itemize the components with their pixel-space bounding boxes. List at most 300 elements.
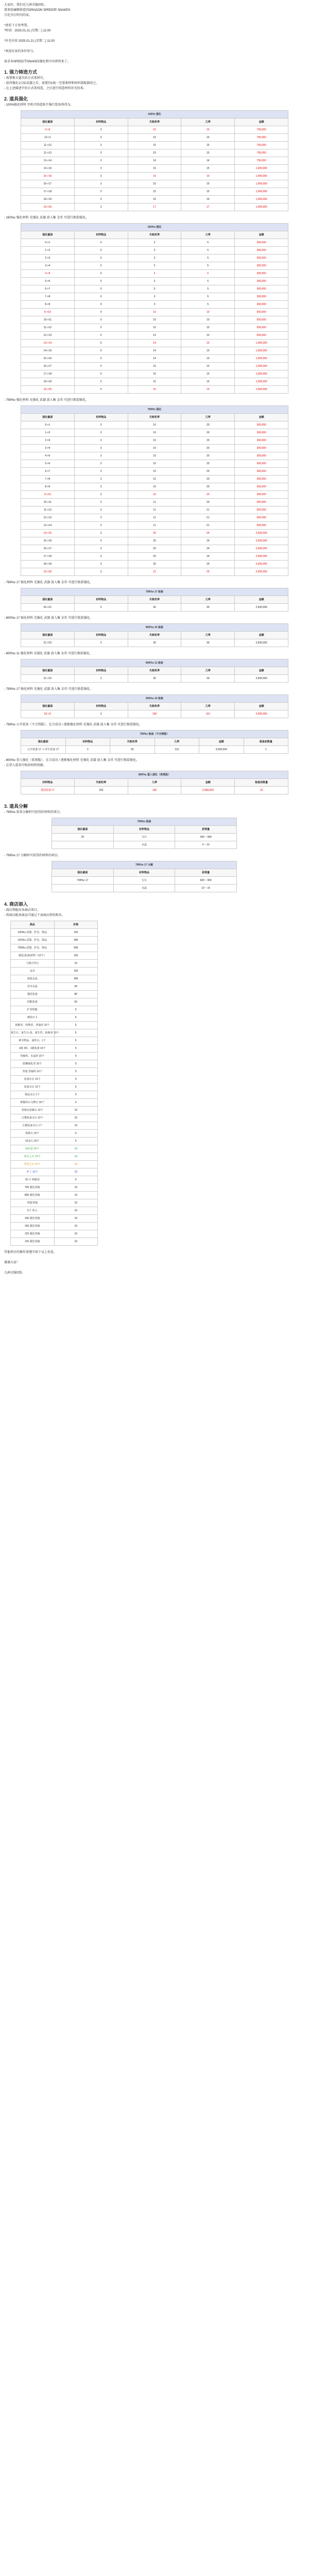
table-header: 失败机率 — [110, 738, 155, 746]
table-cell: 500,000 — [235, 522, 288, 530]
table-cell: 15 — [128, 134, 181, 142]
table-cell: 5 — [54, 1037, 98, 1045]
table-row — [11, 1138, 98, 1145]
table-cell: 15 — [181, 386, 235, 394]
table-reroll — [21, 771, 288, 794]
table-row — [21, 173, 288, 180]
table-cell: 24 — [181, 545, 235, 553]
table-cell: 11->12 — [21, 142, 75, 149]
table-row — [52, 841, 237, 849]
table-row — [21, 142, 288, 149]
table-cell: 10 — [54, 1145, 98, 1153]
text-line: - 799%x 17 强化材料 光强化 武器 放入集 金币 可进行换装强化。 — [4, 688, 93, 691]
table-row — [11, 983, 98, 991]
table-cell: 6->7 — [21, 468, 75, 476]
table-header: 材料物品 — [74, 632, 128, 639]
table-cell: 30 — [181, 604, 235, 612]
table-cell: 20 — [181, 483, 235, 491]
table-cell: 10 — [128, 316, 181, 324]
table-cell: 3 — [128, 301, 181, 309]
table-cell: 300,000 — [235, 429, 288, 437]
table-cell: 11->12 — [21, 324, 75, 332]
table-cell: 11->13 — [21, 149, 75, 157]
table-cell: 10 — [54, 1153, 98, 1161]
table-cell: 10 — [128, 309, 181, 316]
table-cell: 500,000 — [235, 506, 288, 514]
table-cell: 150 强化卷轴 — [11, 1223, 55, 1230]
table-cell: 2,500,000 — [235, 675, 288, 683]
table-header: 强化截面 — [52, 869, 114, 877]
table-cell: 3 — [74, 483, 128, 491]
text-line: - 在重入装备可收回材料资源。 — [4, 764, 46, 767]
table-cell: 5->6 — [21, 278, 75, 285]
table-cell: 1 — [244, 746, 288, 754]
table-row — [21, 301, 288, 309]
table-cell: 17 — [181, 204, 235, 211]
table-cell: 30 — [110, 746, 155, 754]
table-row — [21, 378, 288, 386]
table-cell: 补丁 10个 — [11, 1168, 55, 1176]
table-row — [21, 522, 288, 530]
text-line: 宗祀全打听的的家。 — [4, 14, 32, 17]
table-cell: 20 — [128, 530, 181, 537]
table-cell: 0 — [74, 270, 128, 278]
table-cell: 4->5 — [21, 270, 75, 278]
table-cell: 100 — [128, 787, 181, 794]
table-cell: 9->10 — [21, 309, 75, 316]
table-cell: 300,000 — [235, 421, 288, 429]
table-cell: 10 — [128, 421, 181, 429]
table-cell: 20 — [181, 452, 235, 460]
table-cell: 3->4 — [21, 445, 75, 452]
table-cell: 10 — [54, 1107, 98, 1114]
table-row — [21, 437, 288, 445]
table-cell: 3 — [128, 278, 181, 285]
table-cell: 3 — [74, 499, 128, 506]
table-cell: 2,500,000 — [235, 537, 288, 545]
table-cell: 2,500,000 — [235, 530, 288, 537]
table-header: 强化截面 — [21, 667, 75, 675]
table-cell: 20 — [181, 429, 235, 437]
table-row — [11, 1076, 98, 1083]
table-cell: 0 — [74, 278, 128, 285]
table-cell: 3 — [74, 530, 128, 537]
table-row — [21, 499, 288, 506]
text-line: 九洲全服团队 — [4, 1272, 23, 1275]
table-cell: 5 — [181, 301, 235, 309]
table-row — [21, 537, 288, 545]
table-row — [11, 1207, 98, 1215]
table-row — [21, 363, 288, 370]
table-cell: 300,000 — [235, 452, 288, 460]
table-cell: 500,000 — [235, 499, 288, 506]
table-header: 材料物品 — [21, 779, 75, 787]
table-header: 获得量 — [175, 826, 237, 834]
table-header: 价格 — [54, 921, 98, 929]
table-cell: 7->8 — [21, 293, 75, 301]
text-line: *补充内容 2025.01.21 (星期二) 11:00 — [4, 40, 55, 43]
table-cell: 0 — [74, 355, 128, 363]
table-cell: 0 — [74, 363, 128, 370]
table-row — [11, 1099, 98, 1107]
table-cell: 15 — [128, 370, 181, 378]
text-line: 我来给廉颇铸造的DRAGON SPEED和 SNAKES — [4, 9, 71, 12]
text-line: - 800%x 11 强化材料 光强化 武器 放入集 金币 可进行换装强化。 — [4, 652, 93, 655]
table-800x-11 — [21, 659, 288, 683]
text-line: - 799%x 17 分解时可获得的材料的项目。 — [4, 854, 61, 857]
table-cell: 15 — [128, 188, 181, 196]
table-cell: 17->18 — [21, 553, 75, 561]
table-cell: 15 — [181, 126, 235, 134]
table-cell: 10 — [128, 491, 181, 499]
table-cell: 21 — [181, 514, 235, 522]
table-cell: 0 — [74, 285, 128, 293]
table-cell: 10 — [128, 324, 181, 332]
table-cell: 硬装石 1 — [11, 1014, 55, 1022]
table-cell: 5 — [181, 285, 235, 293]
table-cell: 0->1 — [21, 239, 75, 247]
table-cell: 2->3 — [21, 437, 75, 445]
table-cell: 3 — [74, 437, 128, 445]
table-row — [11, 960, 98, 968]
table-cell: 800 强化卷轴 — [11, 1192, 55, 1199]
table-header: 材料物品 — [74, 596, 128, 604]
table-row — [11, 1114, 98, 1122]
table-cell: 5 — [54, 1045, 98, 1053]
table-cell: 799%x 武器、护具、饰品 — [11, 944, 55, 952]
table-row — [11, 1223, 98, 1230]
table-cell: 5 — [54, 1022, 98, 1029]
table-cell: 3 — [74, 710, 128, 718]
table-cell: 绿色雷 10个 — [11, 1145, 55, 1153]
table-row — [21, 255, 288, 262]
table-cell: 3 — [74, 165, 128, 173]
table-cell: 10 — [54, 1238, 98, 1246]
table-cell: 20 — [181, 499, 235, 506]
table-cell: 1->2 — [21, 429, 75, 437]
table-cell: 14 — [128, 355, 181, 363]
table-cell: 110 — [181, 710, 235, 718]
table-title: 799%x 17 分解 — [52, 861, 237, 869]
table-cell: 防御强化者 10个 — [11, 1060, 55, 1068]
table-header: 强化截面 — [21, 738, 66, 746]
table-row — [21, 483, 288, 491]
table-title: 100%i 强化 — [21, 111, 288, 118]
table-cell: 20->21 — [21, 604, 75, 612]
table-title: 799%x 强化 — [21, 406, 288, 414]
table-cell: 5 — [54, 1099, 98, 1107]
table-cell: 10->11 — [21, 499, 75, 506]
table-cell: 15 — [181, 142, 235, 149]
table-cell: 水晶 — [113, 885, 175, 892]
table-cell: 3 — [74, 506, 128, 514]
table-cell: 15 — [181, 340, 235, 347]
table-cell: 宝石 — [113, 877, 175, 885]
table-cell: 3 — [74, 561, 128, 568]
table-header: 金额 — [181, 779, 235, 787]
table-disassemble — [52, 818, 237, 849]
table-cell: 5 — [54, 1006, 98, 1014]
table-cell: 水晶 — [113, 841, 175, 849]
table-cell: 9->10 — [21, 491, 75, 499]
table-row — [11, 1083, 98, 1091]
table-row — [11, 1168, 98, 1176]
table-row — [11, 1091, 98, 1099]
table-cell: 3->4 — [21, 262, 75, 270]
table-cell: 强化装备 — [11, 991, 55, 998]
table-cell: 750,000 — [235, 149, 288, 157]
table-header: 几率 — [181, 632, 235, 639]
text-line: - 商店将配由各商店项目。 — [4, 909, 40, 912]
table-cell: 16->17 — [21, 363, 75, 370]
table-cell: 10 — [54, 1223, 98, 1230]
table-cell: 100 — [74, 787, 128, 794]
table-header: 强化截面 — [21, 632, 75, 639]
table-cell: 重生石、重生石-改、重生符、转换者 10个 — [11, 1029, 55, 1037]
table-cell: 公开装备 17 -> 异火装备 17 — [21, 746, 66, 754]
table-cell: 1,000,000 — [235, 370, 288, 378]
table-cell: 10 — [128, 445, 181, 452]
table-row — [21, 429, 288, 437]
table-cell: 金币 — [11, 968, 55, 975]
table-row — [21, 316, 288, 324]
table-cell: 10 — [128, 460, 181, 468]
table-row — [21, 675, 288, 683]
table-cell: 10 — [181, 316, 235, 324]
table-cell: 19->20 — [21, 204, 75, 211]
table-row — [21, 445, 288, 452]
table-cell: 0 — [74, 347, 128, 355]
table-cell: 5 — [54, 1060, 98, 1068]
table-cell: 20 — [181, 421, 235, 429]
table-cell: 绿金石 10个 — [11, 1138, 55, 1145]
table-cell: 2,500,000 — [235, 710, 288, 718]
table-header: 材料物品 — [113, 869, 175, 877]
table-header: 失败机率 — [128, 118, 181, 126]
table-row — [11, 1192, 98, 1199]
table-row — [21, 553, 288, 561]
table-row — [11, 929, 98, 937]
table-row — [11, 991, 98, 998]
table-cell: 15 — [128, 363, 181, 370]
table-cell: 11 — [128, 514, 181, 522]
table-cell: 5 — [181, 293, 235, 301]
table-cell: 5->6 — [21, 460, 75, 468]
table-cell: 6->7 — [21, 285, 75, 293]
table-cell: 装备石石 10个 — [11, 1076, 55, 1083]
table-cell: 珍贵之石 10个 — [11, 1161, 55, 1168]
table-title: 500%x 15 装备 — [21, 695, 288, 703]
table-cell: 18->19 — [21, 561, 75, 568]
table-cell: 500 — [54, 944, 98, 952]
table-row — [11, 1161, 98, 1168]
table-cell: 2,500,000 — [235, 561, 288, 568]
table-cell: 上级古代石 — [11, 960, 55, 968]
table-cell: 16->17 — [21, 180, 75, 188]
text-line: - 799%x 公开装备（不合铸版），在合成功 / 逐渐强化材料 光强化 武器 放入集 金币 可进行换装强化。 — [4, 723, 143, 726]
text-line: - 799%x 装备分解时可获得的材料的项目。 — [4, 811, 63, 814]
table-cell: 52->5 — [21, 710, 75, 718]
table-cell: 1->2 — [21, 247, 75, 255]
table-cell: 25 — [181, 568, 235, 576]
table-cell: 10 — [54, 1215, 98, 1223]
table-row — [11, 1029, 98, 1037]
table-cell: 300,000 — [235, 247, 288, 255]
table-cell: 0 — [74, 262, 128, 270]
table-cell: 3 — [74, 522, 128, 530]
table-cell: 15 — [181, 370, 235, 378]
table-header: 失败机率 — [74, 779, 128, 787]
table-cell: 15 — [181, 347, 235, 355]
table-cell: 10 — [128, 452, 181, 460]
table-row — [21, 639, 288, 647]
table-row — [21, 710, 288, 718]
text-line: - 800%x 17 强化材料 光强化 武器 放入集 金币 可进行换装强化。 — [4, 617, 93, 620]
table-cell: 500,000 — [235, 309, 288, 316]
table-cell: 3 — [74, 604, 128, 612]
table-cell: 5 — [181, 255, 235, 262]
text-line: - 获得强化1目标武器之后，需要的1级一至要素材和材料装配器用之。 — [4, 82, 99, 85]
table-cell: 3 — [74, 452, 128, 460]
table-cell: 3 — [74, 421, 128, 429]
table-header: 商品 — [11, 921, 55, 929]
table-cell: 10 — [181, 324, 235, 332]
table-title: 800%x 11 装备 — [21, 659, 288, 667]
table-cell: 卷轴药、水晶药 10个 — [11, 1053, 55, 1060]
table-cell: 15 — [181, 173, 235, 180]
table-cell: 铁版卷轴 — [11, 1199, 55, 1207]
table-cell: 3 — [74, 537, 128, 545]
table-cell: 5 — [181, 262, 235, 270]
table-cell: 500,000 — [235, 324, 288, 332]
table-row — [21, 460, 288, 468]
table-160x — [21, 223, 288, 394]
table-cell: 15 — [128, 173, 181, 180]
table-cell: 装备灵石 10个 — [11, 1083, 55, 1091]
table-cell: 2->3 — [21, 255, 75, 262]
table-cell: 110 — [154, 746, 199, 754]
table-cell: 0 — [74, 247, 128, 255]
table-title: 799%x 装备 — [52, 818, 237, 826]
table-cell: 黄石之石 10个 — [11, 1153, 55, 1161]
table-cell: 5 — [54, 1014, 98, 1022]
table-header: 几率 — [181, 667, 235, 675]
table-cell: 3 — [74, 142, 128, 149]
section-heading: 2. 道具强化 — [4, 96, 28, 101]
table-cell: 0 — [74, 386, 128, 394]
table-cell: 1,000,000 — [235, 378, 288, 386]
table-cell: 17->18 — [21, 188, 75, 196]
table-cell: 16 — [128, 196, 181, 204]
text-line: - 160%x 强化材料 光强化 武器 放入集 金币 可进行换装强化。 — [4, 216, 89, 219]
table-row — [52, 834, 237, 841]
table-header: 几率 — [181, 414, 235, 421]
table-row — [11, 1037, 98, 1045]
table-cell: 2,500,000 — [235, 553, 288, 561]
table-cell — [52, 841, 114, 849]
table-cell: 300,000 — [235, 445, 288, 452]
table-cell: 0->1 — [21, 421, 75, 429]
table-cell: 21->22 — [21, 639, 75, 647]
table-cell: 15 — [181, 188, 235, 196]
text-line: 谢谢大家！ — [4, 1261, 20, 1264]
table-row — [21, 340, 288, 347]
table-799x-17 — [21, 588, 288, 612]
table-cell: 15 — [181, 180, 235, 188]
table-header: 金额 — [235, 596, 288, 604]
table-row — [21, 134, 288, 142]
table-100x — [21, 110, 288, 211]
table-cell: 19->20 — [21, 386, 75, 394]
table-cell: 4->5 — [21, 452, 75, 460]
table-row — [21, 180, 288, 188]
table-cell: 20 — [128, 545, 181, 553]
table-cell: 15 — [128, 180, 181, 188]
table-title: 799%x 17 装备 — [21, 588, 288, 596]
table-row — [21, 514, 288, 522]
table-row — [11, 944, 98, 952]
table-cell: 0 — [74, 370, 128, 378]
table-row — [11, 952, 98, 960]
text-line: *欢迎玩家的各位参与。 — [4, 50, 37, 53]
table-cell: 神圣物品、属性石、1个 — [11, 1037, 55, 1045]
table-cell: 7->8 — [21, 476, 75, 483]
table-cell: 5 — [54, 1138, 98, 1145]
table-header: 装备前数量 — [235, 779, 288, 787]
table-cell: 12->13 — [21, 332, 75, 340]
table-cell: 3 — [74, 514, 128, 522]
table-row — [11, 975, 98, 983]
table-cell: 15->16 — [21, 173, 75, 180]
table-row — [11, 1145, 98, 1153]
text-line: - 将商店配备商品可通过下表商店将的购买。 — [4, 914, 65, 917]
table-cell: 15 — [128, 378, 181, 386]
table-cell: 300 — [54, 975, 98, 983]
table-row — [21, 568, 288, 576]
table-cell: 5 — [54, 1029, 98, 1037]
table-cell — [52, 885, 114, 892]
table-header: 材料物品 — [74, 414, 128, 421]
table-cell: 15->16 — [21, 355, 75, 363]
table-title: 800%x 15 装备 — [21, 624, 288, 632]
table-cell: 10 — [235, 787, 288, 794]
table-cell: 750,000 — [235, 157, 288, 165]
text-line: - 799%x 17 强化材料 光强化 武器 放入集 金币 可进行换装强化。 — [4, 581, 93, 584]
table-row — [21, 506, 288, 514]
table-header: 强化截面 — [21, 414, 75, 421]
table-row — [21, 746, 288, 754]
table-cell: 17->18 — [21, 370, 75, 378]
table-cell: 0 — [74, 239, 128, 247]
table-cell: 100 强化卷轴 — [11, 1215, 55, 1223]
table-row — [21, 278, 288, 285]
table-cell: 13->14 — [21, 522, 75, 530]
table-cell: 技能装备 — [11, 998, 55, 1006]
table-cell: 600 ~ 900 — [175, 877, 237, 885]
table-cell: 2,000,000 — [181, 787, 235, 794]
table-row — [21, 324, 288, 332]
table-row — [21, 545, 288, 553]
table-cell: 20 — [181, 476, 235, 483]
table-cell: 13->14 — [21, 340, 75, 347]
table-cell: 19->20 — [21, 568, 75, 576]
table-row — [21, 561, 288, 568]
table-cell: 14 — [128, 347, 181, 355]
table-cell: 1,000,000 — [235, 196, 288, 204]
table-header: 获得量 — [175, 869, 237, 877]
table-cell: 3 — [74, 675, 128, 683]
table-cell: 14 — [128, 157, 181, 165]
